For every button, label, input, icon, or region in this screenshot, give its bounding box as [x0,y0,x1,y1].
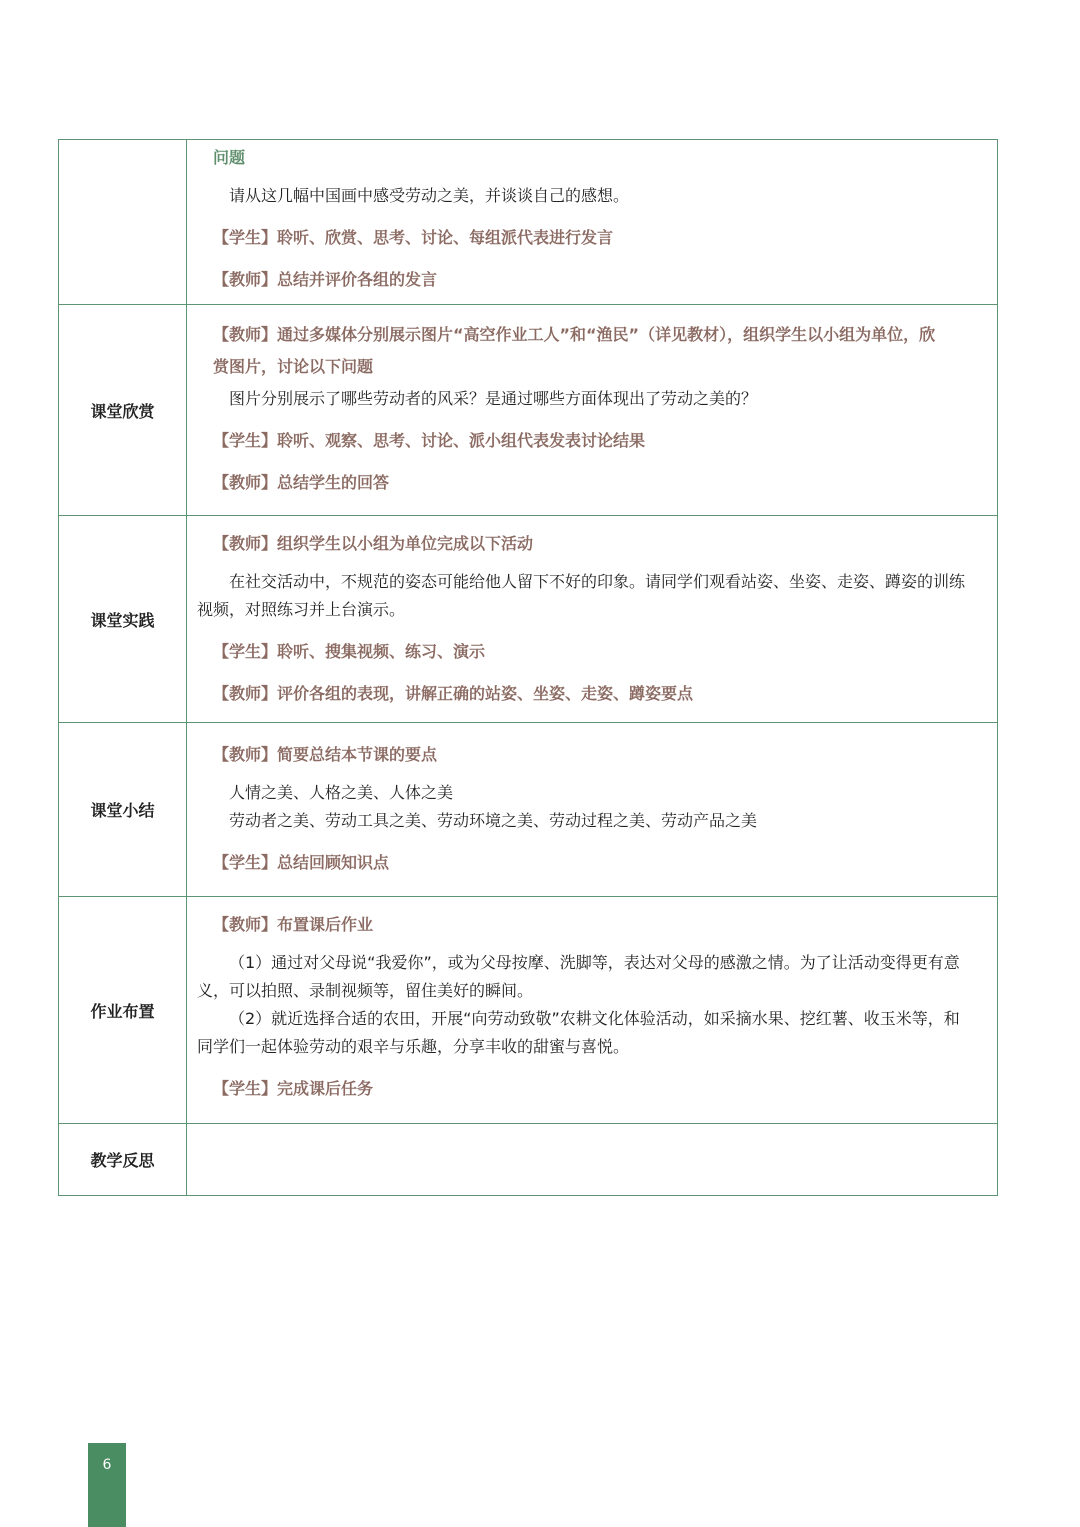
row-content [187,305,997,515]
activity-description-cont: 视频，对照练习并上台演示。 [197,600,406,619]
activity-description: 在社交活动中，不规范的姿态可能给他人留下不好的印象。请同学们观看站姿、坐姿、走姿、蹲姿的训练 [229,572,966,591]
student-activity: 【学生】完成课后任务 [213,1079,374,1098]
student-activity: 【学生】聆听、欣赏、思考、讨论、每组派代表进行发言 [213,228,614,247]
row-classroom-summary [59,722,997,896]
teacher-activity: 【教师】评价各组的表现，讲解正确的站姿、坐姿、走姿、蹲姿要点 [213,684,694,703]
homework-task: （1）通过对父母说“我爱你”，或为父母按摩、洗脚等，表达对父母的感激之情。为了让活动变得更有意 [229,953,960,972]
row-label: 课堂欣赏 [59,305,187,515]
row-content [187,516,997,722]
page-number: 6 [88,1443,126,1527]
student-activity: 【学生】总结回顾知识点 [213,853,390,872]
section-heading: 问题 [213,148,246,167]
homework-task-cont: 义，可以拍照、录制视频等，留住美好的瞬间。 [197,981,534,1000]
summary-point: 人情之美、人格之美、人体之美 [229,783,454,802]
teacher-activity: 【教师】总结学生的回答 [213,473,390,492]
row-teaching-reflection [59,1123,997,1195]
row-label: 教学反思 [59,1124,187,1195]
reflection-content [187,1124,997,1195]
teacher-intro: 【教师】组织学生以小组为单位完成以下活动 [213,534,534,553]
row-label [59,140,187,304]
row-homework [59,896,997,1123]
student-activity: 【学生】聆听、搜集视频、练习、演示 [213,642,486,661]
row-classroom-appreciation [59,304,997,515]
homework-task-cont: 同学们一起体验劳动的艰辛与乐趣，分享丰收的甜蜜与喜悦。 [197,1037,630,1056]
row-classroom-practice [59,515,997,722]
row-label: 课堂小结 [59,723,187,896]
student-activity: 【学生】聆听、观察、思考、讨论、派小组代表发表讨论结果 [213,431,646,450]
row-content [187,897,997,1123]
row-content [187,140,997,304]
teacher-intro: 【教师】简要总结本节课的要点 [213,745,438,764]
discussion-question: 图片分别展示了哪些劳动者的风采？是通过哪些方面体现出了劳动之美的？ [229,389,758,408]
homework-task: （2）就近选择合适的农田，开展“向劳动致敬”农耕文化体验活动，如采摘水果、挖红薯、收玉米等，和 [229,1009,960,1028]
row-label: 课堂实践 [59,516,187,722]
row-label: 作业布置 [59,897,187,1123]
discussion-question: 请从这几幅中国画中感受劳动之美，并谈谈自己的感想。 [229,186,630,205]
teacher-intro-cont: 赏图片，讨论以下问题 [213,357,374,376]
row-content [187,723,997,896]
teacher-intro: 【教师】通过多媒体分别展示图片“高空作业工人”和“渔民”（详见教材），组织学生以小组为单位，欣 [213,325,936,344]
lesson-plan-table [58,139,998,1196]
teacher-activity: 【教师】总结并评价各组的发言 [213,270,438,289]
row-question-continuation [59,140,997,304]
summary-point: 劳动者之美、劳动工具之美、劳动环境之美、劳动过程之美、劳动产品之美 [229,811,758,830]
teacher-intro: 【教师】布置课后作业 [213,915,374,934]
